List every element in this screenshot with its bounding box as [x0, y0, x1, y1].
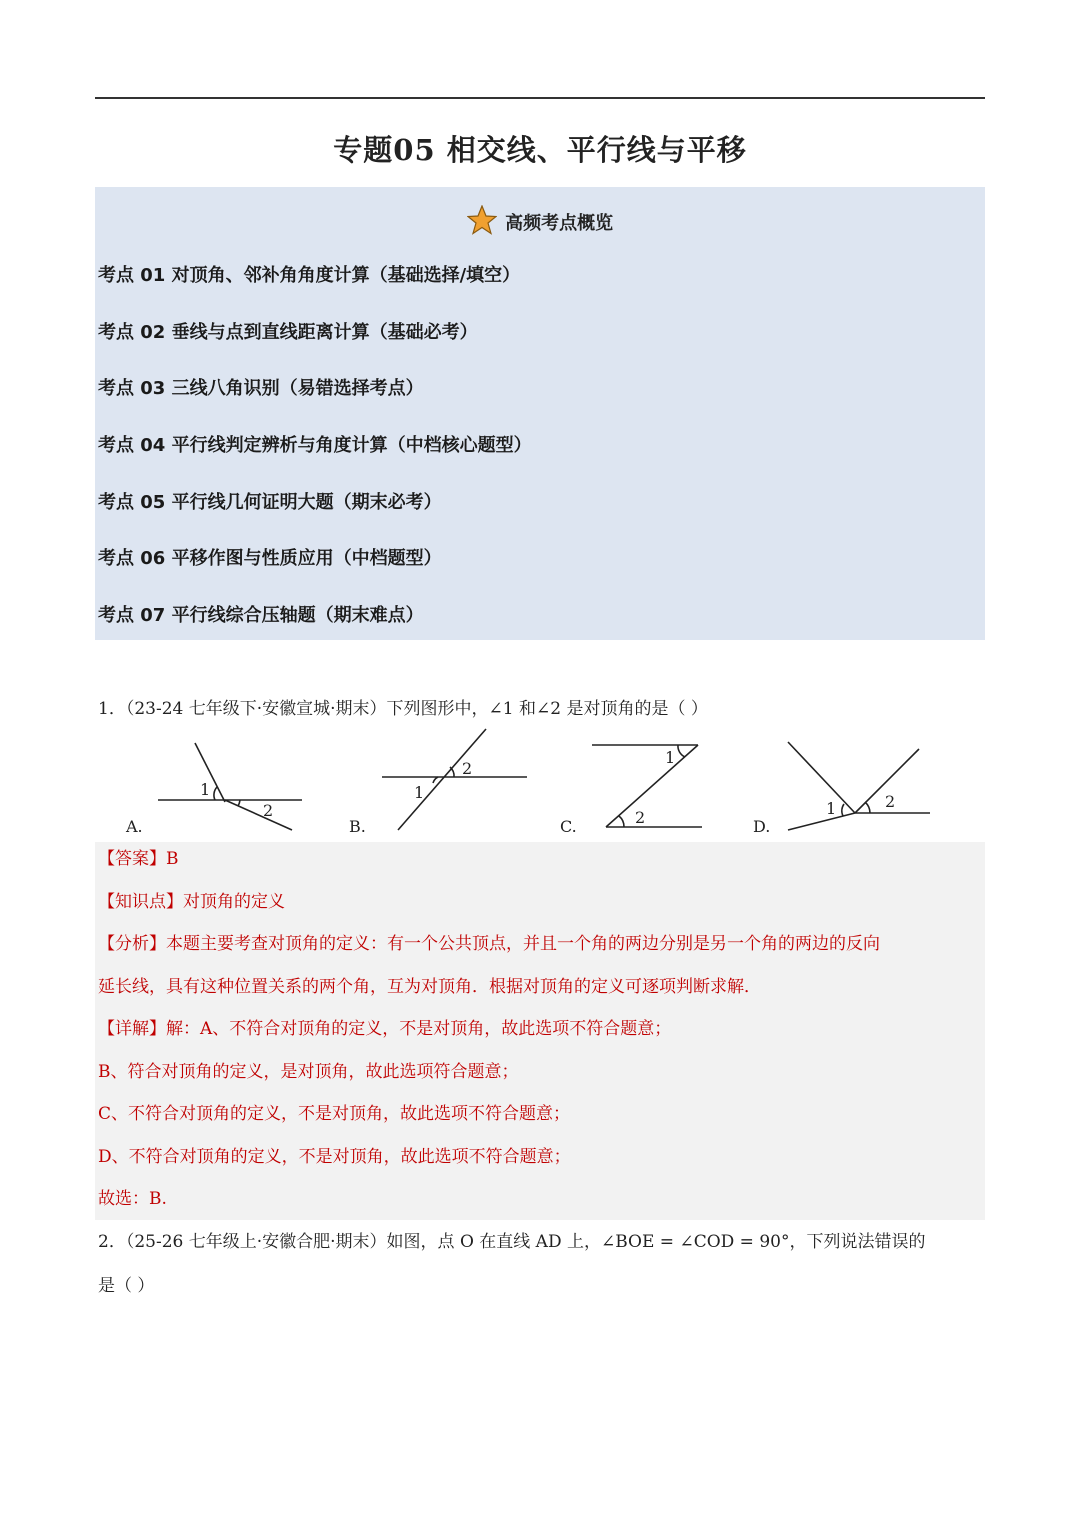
fig-c-label: C.	[560, 817, 577, 836]
detail-line-2: B、符合对顶角的定义，是对顶角，故此选项符合题意；	[98, 1062, 519, 1082]
analysis-line-1: 【分析】本题主要考查对顶角的定义：有一个公共顶点，并且一个角的两边分别是另一个角的两边的反向	[98, 934, 880, 954]
question-1-stem: 1．（23-24 七年级下·安徽宣城·期末）下列图形中，∠1 和∠2 是对顶角的是（ ）	[98, 699, 708, 719]
page-title: 专题05 相交线、平行线与平移	[333, 133, 747, 167]
fig-c-angle-1: 1	[665, 748, 676, 767]
kaodian-04: 考点 04 平行线判定辨析与角度计算（中档核心题型）	[98, 435, 532, 456]
fig-d-angle-1: 1	[826, 799, 837, 818]
overview-panel	[95, 187, 985, 640]
kaodian-01: 考点 01 对顶角、邻补角角度计算（基础选择/填空）	[98, 265, 521, 286]
fig-b-angle-1: 1	[414, 783, 425, 802]
fig-b-angle-2: 2	[462, 759, 473, 778]
kaodian-05: 考点 05 平行线几何证明大题（期末必考）	[98, 492, 442, 513]
detail-line-3: C、不符合对顶角的定义，不是对顶角，故此选项不符合题意；	[98, 1104, 571, 1124]
overview-heading	[95, 205, 985, 235]
fig-b-label: B.	[349, 817, 366, 836]
knowledge-point: 【知识点】对顶角的定义	[98, 892, 285, 912]
kaodian-07: 考点 07 平行线综合压轴题（期末难点）	[98, 605, 424, 626]
fig-a-angle-1: 1	[200, 780, 211, 799]
question-2-line-2: 是（ ）	[98, 1276, 155, 1296]
fig-c-angle-2: 2	[635, 808, 646, 827]
star-icon	[467, 205, 497, 235]
question-2-line-1: 2．（25-26 七年级上·安徽合肥·期末）如图，点 O 在直线 AD 上，∠BOE = ∠COD = 90°，下列说法错误的	[98, 1232, 926, 1252]
kaodian-06: 考点 06 平移作图与性质应用（中档题型）	[98, 548, 442, 569]
fig-a-angle-2: 2	[263, 801, 274, 820]
fig-a-label: A.	[126, 817, 143, 836]
overview-heading-text: 高频考点概览	[505, 213, 614, 234]
fig-d-angle-2: 2	[885, 792, 896, 811]
answer-line: 【答案】B	[98, 849, 179, 869]
conclusion-line: 故选：B.	[98, 1189, 167, 1209]
detail-line-1: 【详解】解：A、不符合对顶角的定义，不是对顶角，故此选项不符合题意；	[98, 1019, 672, 1039]
analysis-line-2: 延长线，具有这种位置关系的两个角，互为对顶角．根据对顶角的定义可逐项判断求解．	[98, 977, 761, 997]
kaodian-03: 考点 03 三线八角识别（易错选择考点）	[98, 378, 424, 399]
top-rule	[95, 97, 985, 99]
question-1-figures	[120, 725, 980, 840]
fig-d-label: D.	[753, 817, 771, 836]
answer-panel	[95, 842, 985, 1220]
kaodian-02: 考点 02 垂线与点到直线距离计算（基础必考）	[98, 322, 478, 343]
detail-line-4: D、不符合对顶角的定义，不是对顶角，故此选项不符合题意；	[98, 1147, 571, 1167]
